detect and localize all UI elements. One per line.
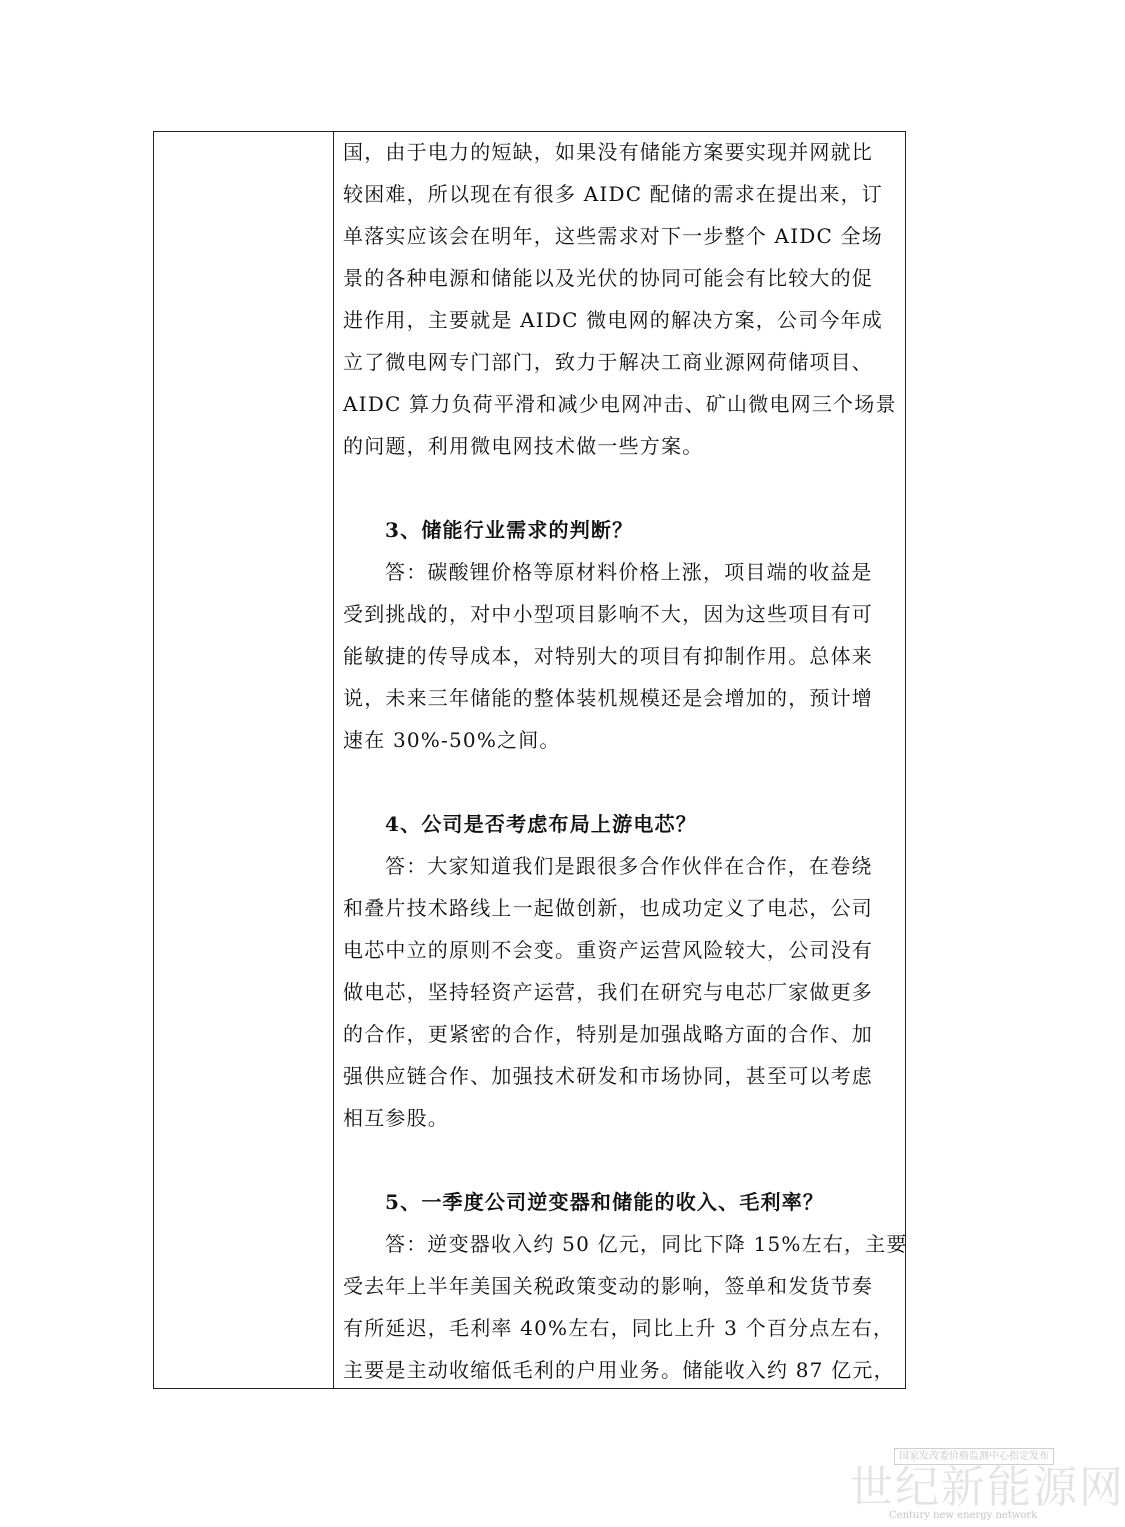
text-line: 立了微电网专门部门，致力于解决工商业源网荷储项目、 bbox=[343, 350, 873, 374]
answer-line: 强供应链合作、加强技术研发和市场协同，甚至可以考虑 bbox=[343, 1064, 873, 1088]
text-line: AIDC 算力负荷平滑和减少电网冲击、矿山微电网三个场景 bbox=[343, 392, 897, 416]
answer-line: 受到挑战的，对中小型项目影响不大，因为这些项目有可 bbox=[343, 602, 873, 626]
text-line: 的问题，利用微电网技术做一些方案。 bbox=[343, 434, 704, 458]
question-heading-4: 4、公司是否考虑布局上游电芯？ bbox=[385, 812, 697, 836]
text-line: 进作用，主要就是 AIDC 微电网的解决方案，公司今年成 bbox=[343, 308, 883, 332]
answer-line: 电芯中立的原则不会变。重资产运营风险较大，公司没有 bbox=[343, 938, 873, 962]
answer-line: 的合作，更紧密的合作，特别是加强战略方面的合作、加 bbox=[343, 1022, 873, 1046]
answer-line: 有所延迟，毛利率 40%左右，同比上升 3 个百分点左右， bbox=[343, 1316, 895, 1340]
answer-line: 和叠片技术路线上一起做创新，也成功定义了电芯，公司 bbox=[343, 896, 873, 920]
answer-cell bbox=[343, 131, 908, 1391]
watermark-tagline: 国家发改委价格监测中心指定发布 bbox=[894, 1448, 1054, 1465]
question-heading-5: 5、一季度公司逆变器和储能的收入、毛利率？ bbox=[385, 1190, 825, 1214]
answer-line: 答：碳酸锂价格等原材料价格上涨，项目端的收益是 bbox=[385, 560, 873, 584]
watermark-title: 世纪新能源网 bbox=[849, 1462, 1125, 1513]
question-heading-3: 3、储能行业需求的判断？ bbox=[385, 518, 634, 542]
text-line: 国，由于电力的短缺，如果没有储能方案要实现并网就比 bbox=[343, 140, 873, 164]
answer-line: 能敏捷的传导成本，对特别大的项目有抑制作用。总体来 bbox=[343, 644, 873, 668]
answer-line: 答：大家知道我们是跟很多合作伙伴在合作，在卷绕 bbox=[385, 854, 873, 878]
watermark-logo bbox=[849, 1448, 1125, 1521]
text-line: 单落实应该会在明年，这些需求对下一步整个 AIDC 全场 bbox=[343, 224, 883, 248]
answer-line: 速在 30%-50%之间。 bbox=[343, 728, 561, 752]
answer-line: 相互参股。 bbox=[343, 1106, 449, 1130]
column-divider bbox=[333, 131, 334, 1389]
text-line: 较困难，所以现在有很多 AIDC 配储的需求在提出来，订 bbox=[343, 182, 883, 206]
answer-line: 主要是主动收缩低毛利的户用业务。储能收入约 87 亿元， bbox=[343, 1358, 895, 1382]
answer-line: 受去年上半年美国关税政策变动的影响，签单和发货节奏 bbox=[343, 1274, 873, 1298]
answer-line: 说，未来三年储能的整体装机规模还是会增加的，预计增 bbox=[343, 686, 873, 710]
answer-line: 做电芯，坚持轻资产运营，我们在研究与电芯厂家做更多 bbox=[343, 980, 873, 1004]
text-line: 景的各种电源和储能以及光伏的协同可能会有比较大的促 bbox=[343, 266, 873, 290]
answer-line: 答：逆变器收入约 50 亿元，同比下降 15%左右，主要 bbox=[385, 1232, 908, 1256]
watermark-subtitle: Century new energy network bbox=[889, 1510, 1038, 1521]
